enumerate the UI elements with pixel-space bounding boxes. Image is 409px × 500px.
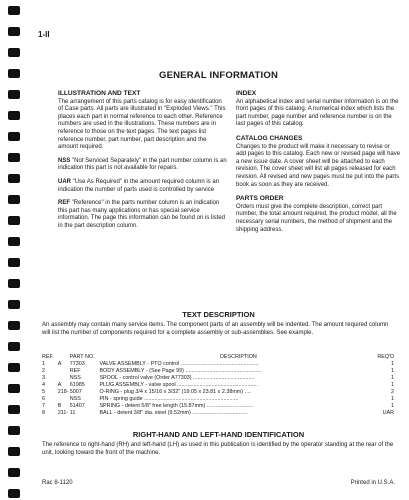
part-no-cell: NSS bbox=[69, 375, 81, 381]
ref-cell: 1 bbox=[42, 361, 45, 367]
binding-hole bbox=[8, 468, 20, 477]
text-description-body: An assembly may contain many service items. The component parts of an assembly will be indented. The amount required column will list the number of components required for a complete assembly or sub-assemblies. See example. bbox=[42, 322, 389, 336]
parts-table bbox=[42, 354, 394, 417]
text-description-heading: TEXT DESCRIPTION bbox=[182, 310, 255, 319]
binding-hole bbox=[8, 342, 20, 351]
header-reqd: REQ'D bbox=[377, 354, 394, 360]
table-row bbox=[42, 382, 394, 389]
ref-cell: 5 bbox=[42, 389, 45, 395]
spiral-binding bbox=[0, 0, 28, 500]
prefix-cell bbox=[58, 375, 70, 382]
part-no-cell: 5007 bbox=[69, 389, 82, 395]
prefix-cell: 218- bbox=[57, 389, 69, 395]
ref-label: REF bbox=[58, 200, 70, 207]
binding-hole bbox=[8, 279, 20, 288]
footer-printed: Printed in U.S.A. bbox=[350, 480, 395, 486]
index-heading: INDEX bbox=[236, 90, 257, 97]
parts-order-heading: PARTS ORDER bbox=[236, 195, 284, 203]
parts-order-body: Orders must give the complete description, correct part number, the total amount required, the product model, all the necessary serial numbers, the method of shipment and the shipping address. bbox=[236, 203, 397, 233]
binding-hole bbox=[8, 90, 20, 99]
prefix-cell bbox=[58, 396, 70, 403]
footer-code: Rac 8-1120 bbox=[42, 480, 73, 486]
binding-hole bbox=[8, 195, 20, 204]
part-no-cell: 51407 bbox=[69, 403, 85, 409]
illustration-heading: ILLUSTRATION AND TEXT bbox=[58, 90, 141, 97]
uar-text: "Use As Required" in the amount required column is an indication the number of parts used is controlled by service bbox=[58, 178, 220, 193]
table-row bbox=[42, 410, 394, 417]
binding-hole bbox=[8, 153, 20, 162]
prefix-cell: B bbox=[57, 403, 62, 409]
reqd-cell: UAR bbox=[382, 410, 394, 416]
nss-note bbox=[58, 158, 228, 173]
catalog-changes-heading: CATALOG CHANGES bbox=[236, 134, 303, 142]
binding-hole bbox=[8, 174, 20, 183]
part-no-cell: 11 bbox=[69, 410, 76, 416]
uar-note bbox=[58, 179, 228, 194]
header-description: DESCRIPTION bbox=[219, 354, 257, 360]
reqd-cell: 1 bbox=[391, 375, 394, 381]
ref-cell: 4 bbox=[42, 382, 45, 388]
ref-cell: 7 bbox=[42, 403, 45, 409]
ref-note bbox=[58, 200, 228, 230]
header-prefix bbox=[58, 354, 70, 361]
table-row bbox=[42, 368, 394, 375]
reqd-cell: 1 bbox=[391, 382, 394, 388]
prefix-cell: A bbox=[57, 361, 62, 367]
binding-hole bbox=[8, 363, 20, 372]
binding-hole bbox=[8, 300, 20, 309]
binding-hole bbox=[8, 6, 20, 15]
description-cell: VALVE ASSEMBLY - PTO control .................................................... bbox=[99, 361, 259, 367]
ref-cell: 3 bbox=[42, 375, 45, 381]
binding-hole bbox=[8, 111, 20, 120]
binding-hole bbox=[8, 447, 20, 456]
table-row bbox=[42, 375, 394, 382]
right-column bbox=[236, 90, 401, 240]
reqd-cell: 1 bbox=[391, 403, 394, 409]
table-row bbox=[42, 396, 394, 403]
binding-hole bbox=[8, 48, 20, 57]
prefix-cell bbox=[58, 368, 70, 375]
reqd-cell: 1 bbox=[391, 368, 394, 374]
description-cell: PLUG ASSEMBLY - valve spool ...................................................... bbox=[99, 382, 259, 388]
binding-hole bbox=[8, 384, 20, 393]
binding-hole bbox=[8, 69, 20, 78]
nss-text: "Not Serviced Separately" in the part number column is an indication this part is not available for repairs. bbox=[58, 157, 227, 172]
part-no-cell: 77303 bbox=[69, 361, 85, 367]
part-no-cell: NSS bbox=[69, 396, 81, 402]
ref-cell: 8 bbox=[42, 410, 45, 416]
binding-hole bbox=[8, 132, 20, 141]
binding-hole bbox=[8, 216, 20, 225]
ref-cell: 2 bbox=[42, 368, 45, 374]
binding-hole bbox=[8, 405, 20, 414]
catalog-changes-body: Changes to the product will make it necessary to revise or add pages to this catalog. Each new or revised page will have a new issue date. A cover sheet will be attached to each revision. The cover sheet will list all pages released for each revision. All revised and new pages must be put into the parts book as soon as they are received. bbox=[236, 143, 401, 188]
ref-text: "Reference" in the parts number column is an indication this part has many applications or has special service information. The page this information can be found on is listed in the part description column. bbox=[58, 200, 225, 229]
nss-label: NSS bbox=[58, 157, 71, 164]
part-no-cell: 61985 bbox=[69, 382, 85, 388]
header-ref: REF. bbox=[42, 354, 54, 360]
index-body: An alphabetical index and serial number information is on the front pages of this catalog. A numerical index which lists the part number, page number and reference number is on the last pages of this catalog. bbox=[236, 98, 399, 128]
description-cell: PIN - spring guide ............................................................... bbox=[99, 396, 239, 402]
table-row bbox=[42, 389, 394, 396]
part-no-cell: REF bbox=[69, 368, 81, 374]
right-left-body: The reference to right-hand (RH) and left-hand (LH) as used in this publication is identified by the operator standing at the rear of the unit, looking toward the front of the machine. bbox=[42, 442, 394, 456]
reqd-cell: 2 bbox=[391, 389, 394, 395]
description-cell: SPRING - detent 5/8" free length (15.87mm) ............................... bbox=[99, 403, 254, 409]
ref-cell: 6 bbox=[42, 396, 45, 402]
page-title: GENERAL INFORMATION bbox=[158, 70, 279, 81]
binding-hole bbox=[8, 489, 20, 498]
description-cell: BODY ASSEMBLY - (See Page 99) ................................................... bbox=[99, 368, 262, 374]
binding-hole bbox=[8, 321, 20, 330]
table-row bbox=[42, 361, 394, 368]
binding-hole bbox=[8, 258, 20, 267]
table-row bbox=[42, 403, 394, 410]
description-cell: SPOOL - control valve (Order A77303) ......................................... bbox=[99, 375, 255, 381]
header-part-no: PART NO. bbox=[69, 354, 95, 360]
prefix-cell: A bbox=[57, 382, 62, 388]
binding-hole bbox=[8, 237, 20, 246]
catalog-page bbox=[28, 0, 409, 500]
reqd-cell: 1 bbox=[391, 361, 394, 367]
uar-label: UAR bbox=[58, 178, 71, 185]
page-number: 1-II bbox=[38, 30, 50, 39]
description-cell: BALL - detent 3/8" dia. steel (9.52mm) ..................................... bbox=[99, 410, 248, 416]
illustration-body: The arrangement of this parts catalog is for easy identification of Case parts. All parts are illustrated in "Exploded Views." This places each part in normal reference to each other. Reference numbers are used in the illustrations. These numbers are in reference to those on the text pages. The text pages list reference number, part number, part description and the amount required. bbox=[58, 98, 226, 151]
parts-table-header bbox=[42, 354, 394, 361]
description-cell: O-RING - plug 3/4 x 15/16 x 3/32" (19.05 x 23.81 x 2.38mm) .... bbox=[99, 389, 251, 395]
reqd-cell: 1 bbox=[391, 396, 394, 402]
right-left-heading: RIGHT-HAND AND LEFT-HAND IDENTIFICATION bbox=[132, 430, 305, 439]
binding-hole bbox=[8, 426, 20, 435]
left-column bbox=[58, 90, 228, 237]
binding-hole bbox=[8, 27, 20, 36]
prefix-cell: 211- bbox=[57, 410, 69, 416]
